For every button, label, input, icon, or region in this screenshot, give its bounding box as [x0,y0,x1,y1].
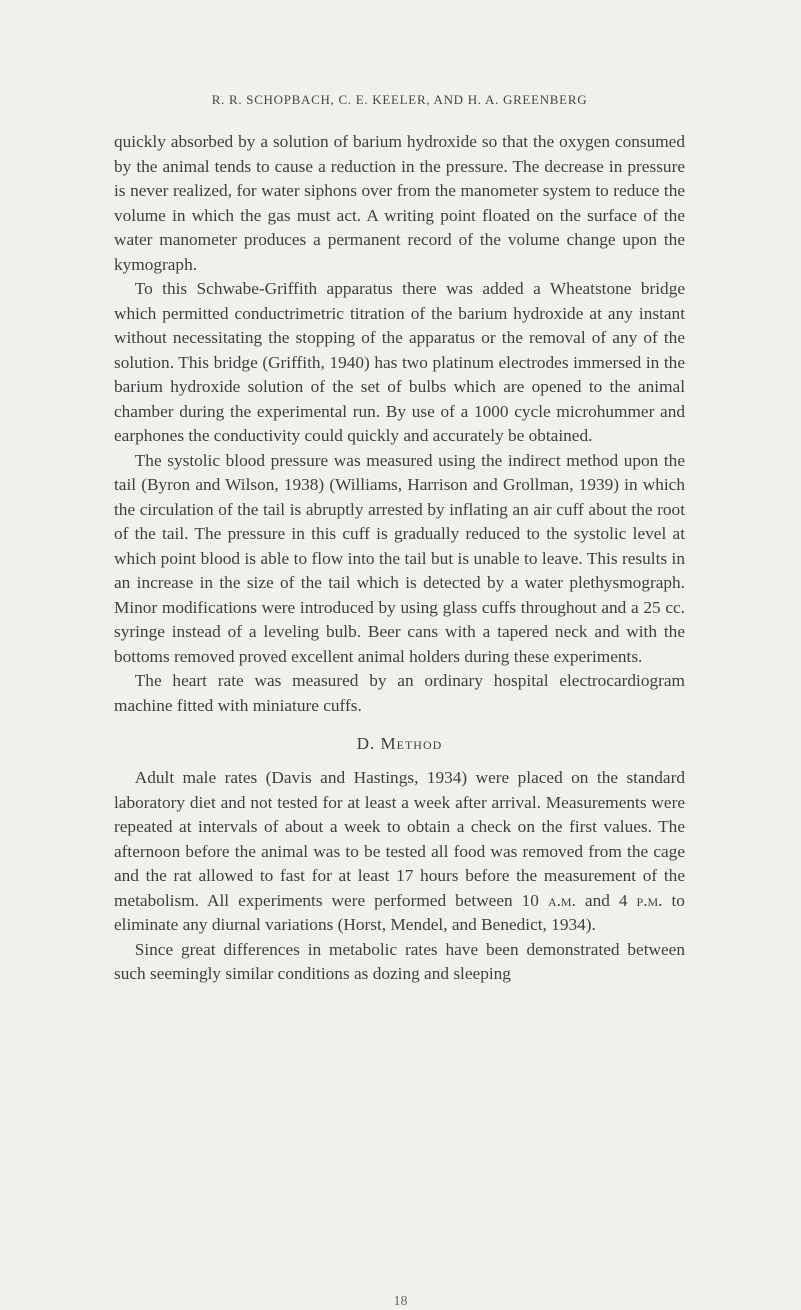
time-pm: p.m. [636,890,663,910]
article-page [114,92,685,987]
paragraph-continued-absorption: quickly absorbed by a solution of barium hydroxide so that the oxygen consumed by the animal tends to cause a reduction in the pressure. The decrease in pressure is never realized, for water siphons over from the manometer system to reduce the volume in which the gas must act. A writing point floated on the surface of the water manometer produces a permanent record of the volume change upon the kymograph. [114,132,685,274]
method-text-part-3: to eliminate any diurnal variations (Horst, Mendel, and Benedict, 1934). [114,890,685,934]
method-text-part-2: and 4 [584,890,628,910]
time-am: a.m. [547,890,576,910]
section-title: Method [380,734,443,753]
paragraph-blood-pressure: The systolic blood pressure was measured using the indirect method upon the tail (Byron and Wilson, 1938) (Williams, Harrison and Grollman, 1939) in which the circulation of the tail is abruptly arrested by inflating an air cuff about the root of the tail. The pressure in this cuff is gradually reduced to the systolic level at which point blood is able to flow into the tail but is unable to leave. This results in an increase in the size of the tail which is detected by a water plethysmograph. Minor modifications were introduced by using glass cuffs throughout and a 25 cc. syringe instead of a leveling bulb. Beer cans with a tapered neck and with the bottoms removed proved excellent animal holders during these experiments. [114,450,685,666]
page-number: 18 [393,1294,408,1309]
section-heading-method [114,734,685,754]
paragraph-metabolic-rates: Since great differences in metabolic rates have been demonstrated between such seemingly similar conditions as dozing and sleeping [114,939,685,983]
paragraph-heart-rate: The heart rate was measured by an ordinary hospital electrocardiogram machine fitted with miniature cuffs. [114,671,685,715]
paragraph-method-procedure [114,766,685,938]
running-head-authors: R. R. SCHOPBACH, C. E. KEELER, AND H. A. GREENBERG [211,92,588,107]
paragraph-wheatstone-bridge: To this Schwabe-Griffith apparatus there was added a Wheatstone bridge which permitted conductrimetric titration of the barium hydroxide at any instant without necessitating the stopping of the apparatus or the removal of any of the solution. This bridge (Griffith, 1940) has two platinum electrodes immersed in the barium hydroxide solution of the set of bulbs which are opened to the animal chamber during the experimental run. By use of a 1000 cycle microhummer and earphones the conductivity could quickly and accurately be obtained. [114,279,685,445]
section-label: D. [356,734,376,753]
method-text-part-1: Adult male rates (Davis and Hastings, 1934) were placed on the standard laboratory diet and not tested for at least a week after arrival. Measurements were repeated at intervals of about a week to obtain a check on the first values. The afternoon before the animal was to be tested all food was removed from the cage and the rat allowed to fast for at least 17 hours before the measurement of the metabolism. All experiments were performed between 10 [114,768,685,910]
